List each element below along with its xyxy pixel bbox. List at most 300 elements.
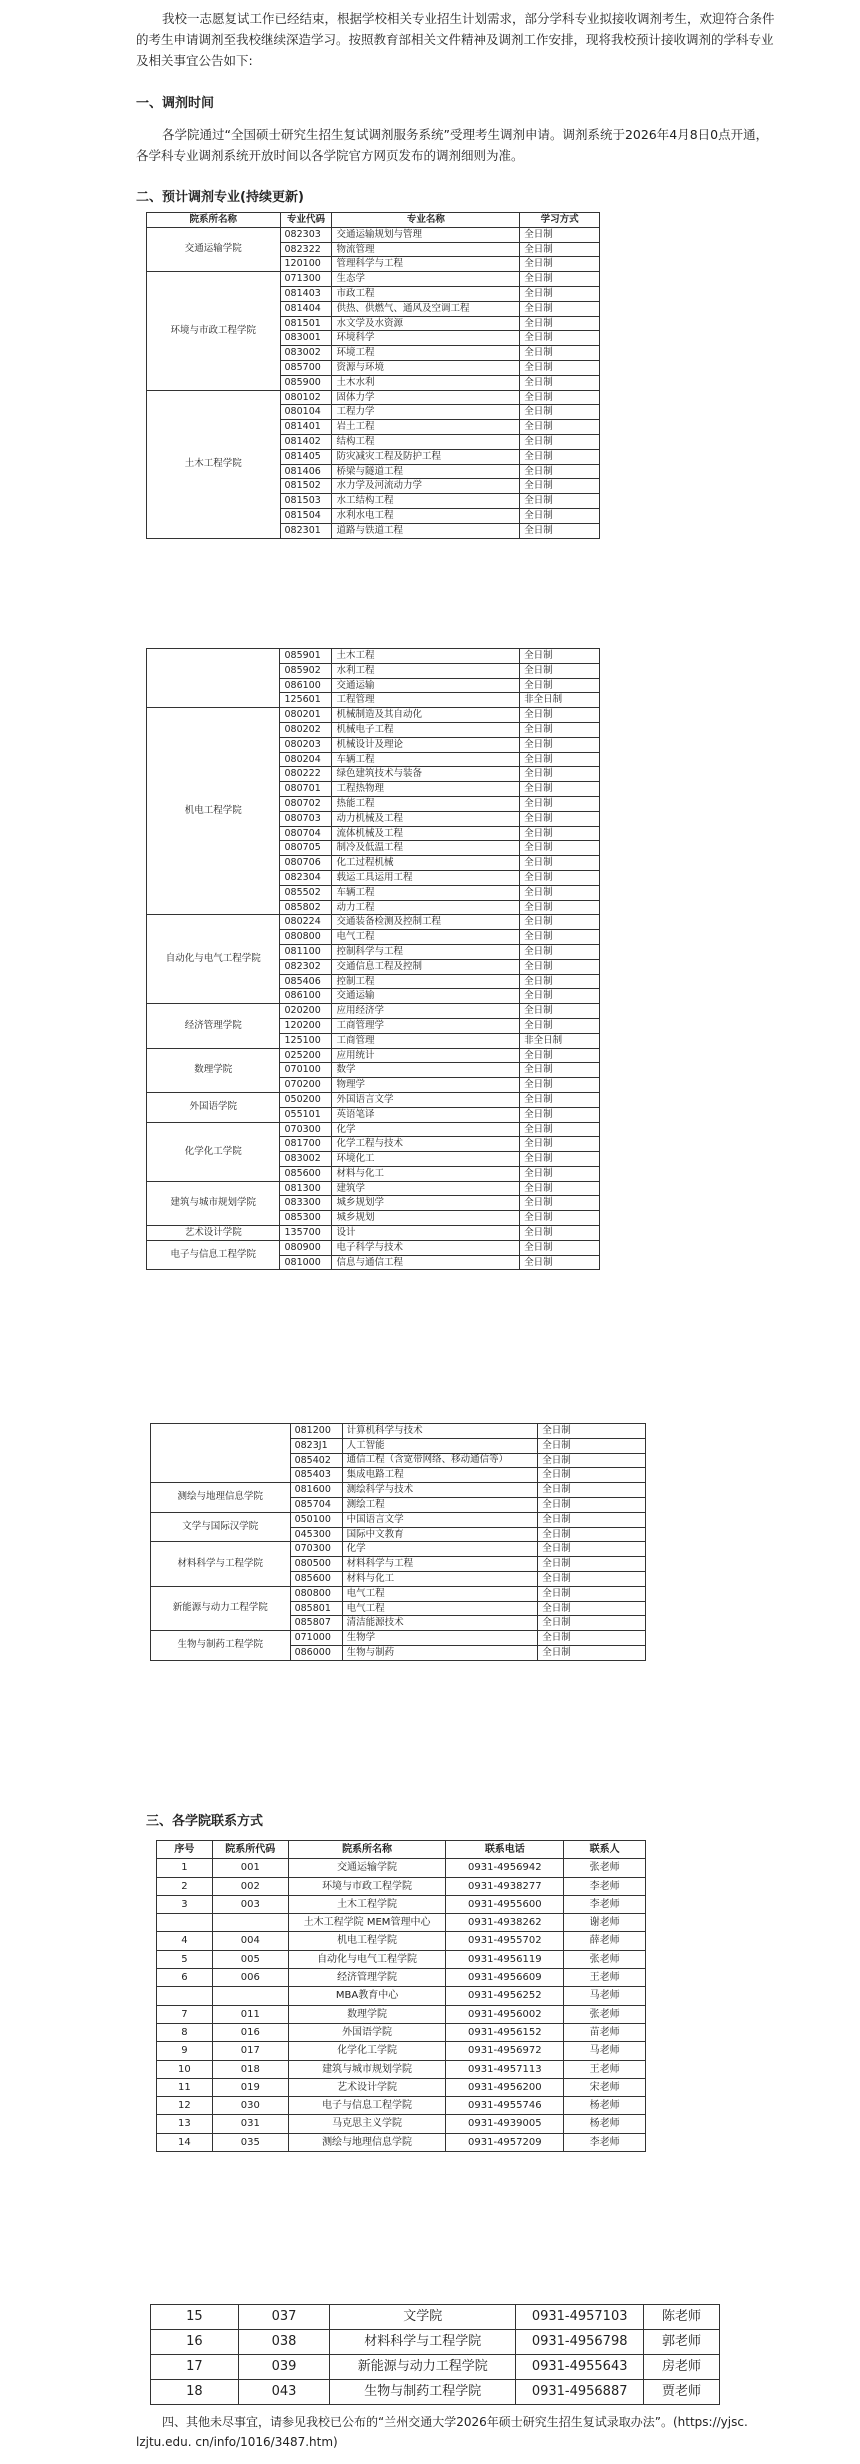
- study-mode-cell: 全日制: [520, 227, 600, 242]
- major-name-cell: 环境科学: [332, 331, 520, 346]
- major-code-cell: 080202: [280, 722, 332, 737]
- dept-name-cell: 文学院: [330, 2305, 516, 2330]
- major-name-cell: 交通运输: [332, 989, 520, 1004]
- dept-code-cell: 003: [212, 1895, 288, 1913]
- major-code-cell: 083002: [280, 346, 332, 361]
- contact-person-cell: 房老师: [644, 2355, 720, 2380]
- study-mode-cell: 全日制: [520, 1122, 600, 1137]
- dept-name-cell: 新能源与动力工程学院: [151, 1586, 291, 1630]
- major-name-cell: 交通信息工程及控制: [332, 959, 520, 974]
- dept-name-cell: 土木工程学院: [147, 390, 281, 538]
- seq-cell: 14: [157, 2133, 213, 2151]
- major-name-cell: 动力工程: [332, 900, 520, 915]
- study-mode-cell: 全日制: [520, 1226, 600, 1241]
- major-code-cell: 081404: [280, 301, 332, 316]
- dept-name-cell: 材料科学与工程学院: [330, 2330, 516, 2355]
- study-mode-cell: 全日制: [520, 1137, 600, 1152]
- dept-name-cell: 数理学院: [288, 2005, 446, 2023]
- major-code-cell: 081504: [280, 508, 332, 523]
- study-mode-cell: 全日制: [520, 900, 600, 915]
- study-mode-cell: 全日制: [520, 856, 600, 871]
- study-mode-cell: 全日制: [520, 841, 600, 856]
- study-mode-cell: 全日制: [520, 316, 600, 331]
- major-name-cell: 水利工程: [332, 663, 520, 678]
- table-row: [147, 272, 600, 287]
- study-mode-cell: 全日制: [520, 434, 600, 449]
- major-code-cell: 085802: [280, 900, 332, 915]
- study-mode-cell: 全日制: [520, 663, 600, 678]
- major-name-cell: 工程管理: [332, 693, 520, 708]
- contact-person-cell: 李老师: [564, 1877, 646, 1895]
- major-name-cell: 管理科学与工程: [332, 257, 520, 272]
- major-name-cell: 控制工程: [332, 974, 520, 989]
- major-name-cell: 材料科学与工程: [342, 1557, 538, 1572]
- phone-cell: 0931-4956609: [446, 1969, 564, 1987]
- major-name-cell: 化工过程机械: [332, 856, 520, 871]
- major-name-cell: 生物与制药: [342, 1645, 538, 1660]
- dept-name-cell: 外国语学院: [147, 1092, 280, 1122]
- table-row: [157, 2097, 646, 2115]
- study-mode-cell: 全日制: [520, 390, 600, 405]
- table-row: [151, 1631, 646, 1646]
- dept-code-cell: 017: [212, 2042, 288, 2060]
- major-name-cell: 国际中文教育: [342, 1527, 538, 1542]
- major-name-cell: 土木工程: [332, 649, 520, 664]
- dept-name-cell: 土木工程学院 MEM管理中心: [288, 1914, 446, 1932]
- dept-name-cell: MBA教育中心: [288, 1987, 446, 2005]
- study-mode-cell: 全日制: [520, 464, 600, 479]
- seq-cell: 10: [157, 2060, 213, 2078]
- seq-cell: 7: [157, 2005, 213, 2023]
- study-mode-cell: 全日制: [520, 286, 600, 301]
- major-code-cell: 081700: [280, 1137, 332, 1152]
- dept-code-cell: 006: [212, 1969, 288, 1987]
- dept-name-cell: 土木工程学院: [288, 1895, 446, 1913]
- dept-name-cell: 建筑与城市规划学院: [288, 2060, 446, 2078]
- study-mode-cell: 全日制: [520, 257, 600, 272]
- major-code-cell: 081501: [280, 316, 332, 331]
- study-mode-cell: 全日制: [538, 1542, 646, 1557]
- dept-name-cell: [147, 649, 280, 708]
- contact-header-cell: 联系人: [564, 1841, 646, 1859]
- dept-code-cell: [212, 1987, 288, 2005]
- major-name-cell: 测绘科学与技术: [342, 1483, 538, 1498]
- study-mode-cell: 全日制: [520, 722, 600, 737]
- major-name-cell: 工程力学: [332, 405, 520, 420]
- dept-name-cell: 艺术设计学院: [288, 2078, 446, 2096]
- study-mode-cell: 全日制: [520, 375, 600, 390]
- major-name-cell: 土木水利: [332, 375, 520, 390]
- study-mode-cell: 全日制: [538, 1527, 646, 1542]
- phone-cell: 0931-4957103: [516, 2305, 644, 2330]
- major-code-cell: 120100: [280, 257, 332, 272]
- table-row: [157, 1987, 646, 2005]
- table-row: [157, 2042, 646, 2060]
- major-code-cell: 082322: [280, 242, 332, 257]
- dept-name-cell: 自动化与电气工程学院: [288, 1950, 446, 1968]
- major-code-cell: 071300: [280, 272, 332, 287]
- major-code-cell: 083001: [280, 331, 332, 346]
- dept-name-cell: 环境与市政工程学院: [147, 272, 281, 390]
- table-row: [147, 708, 600, 723]
- major-code-cell: 085402: [290, 1453, 342, 1468]
- major-name-cell: 结构工程: [332, 434, 520, 449]
- major-name-cell: 固体力学: [332, 390, 520, 405]
- table-row: [157, 1969, 646, 1987]
- major-name-cell: 物理学: [332, 1078, 520, 1093]
- study-mode-cell: 全日制: [520, 1078, 600, 1093]
- seq-cell: 2: [157, 1877, 213, 1895]
- study-mode-cell: 全日制: [538, 1557, 646, 1572]
- dept-name-cell: 马克思主义学院: [288, 2115, 446, 2133]
- table-row: [147, 1122, 600, 1137]
- dept-name-cell: 测绘与地理信息学院: [151, 1483, 291, 1513]
- major-code-cell: 070200: [280, 1078, 332, 1093]
- contact-person-cell: 谢老师: [564, 1914, 646, 1932]
- table-row: [147, 649, 600, 664]
- major-code-cell: 020200: [280, 1004, 332, 1019]
- dept-code-cell: 037: [238, 2305, 330, 2330]
- contact-person-cell: 王老师: [564, 2060, 646, 2078]
- table-row: [157, 2023, 646, 2041]
- dept-name-cell: 化学化工学院: [147, 1122, 280, 1181]
- study-mode-cell: 全日制: [520, 1240, 600, 1255]
- major-name-cell: 水工结构工程: [332, 494, 520, 509]
- study-mode-cell: 全日制: [520, 494, 600, 509]
- table-row: [151, 2355, 720, 2380]
- study-mode-cell: 全日制: [538, 1645, 646, 1660]
- header-dept: 院系所名称: [147, 213, 281, 228]
- major-code-cell: 081405: [280, 449, 332, 464]
- major-name-cell: 制冷及低温工程: [332, 841, 520, 856]
- table-row: [157, 2060, 646, 2078]
- major-code-cell: 125100: [280, 1033, 332, 1048]
- major-code-cell: 081503: [280, 494, 332, 509]
- contact-header-cell: 联系电话: [446, 1841, 564, 1859]
- table-row: [151, 1483, 646, 1498]
- phone-cell: 0931-4956972: [446, 2042, 564, 2060]
- major-code-cell: 085406: [280, 974, 332, 989]
- study-mode-cell: 全日制: [520, 449, 600, 464]
- major-name-cell: 流体机械及工程: [332, 826, 520, 841]
- study-mode-cell: 全日制: [538, 1468, 646, 1483]
- major-name-cell: 应用经济学: [332, 1004, 520, 1019]
- study-mode-cell: 全日制: [538, 1571, 646, 1586]
- contact-person-cell: 张老师: [564, 1950, 646, 1968]
- major-code-cell: 085801: [290, 1601, 342, 1616]
- dept-name-cell: 建筑与城市规划学院: [147, 1181, 280, 1225]
- contact-person-cell: 李老师: [564, 2133, 646, 2151]
- major-name-cell: 桥梁与隧道工程: [332, 464, 520, 479]
- major-name-cell: 生态学: [332, 272, 520, 287]
- table-row: [147, 1048, 600, 1063]
- phone-cell: 0931-4956942: [446, 1859, 564, 1877]
- phone-cell: 0931-4957113: [446, 2060, 564, 2078]
- major-code-cell: 070300: [280, 1122, 332, 1137]
- major-name-cell: 水文学及水资源: [332, 316, 520, 331]
- seq-cell: 17: [151, 2355, 239, 2380]
- study-mode-cell: 全日制: [520, 752, 600, 767]
- contact-person-cell: 李老师: [564, 1895, 646, 1913]
- major-name-cell: 建筑学: [332, 1181, 520, 1196]
- major-code-cell: 070100: [280, 1063, 332, 1078]
- major-code-cell: 085600: [280, 1166, 332, 1181]
- major-name-cell: 绿色建筑技术与装备: [332, 767, 520, 782]
- study-mode-cell: 全日制: [538, 1616, 646, 1631]
- study-mode-cell: 全日制: [520, 1018, 600, 1033]
- section-body-time: 各学院通过“全国硕士研究生招生复试调剂服务系统”受理考生调剂申请。调剂系统于2026年4月8日0点开通，各学科专业调剂系统开放时间以各学院官方网页发布的调剂细则为准。: [136, 127, 769, 163]
- major-name-cell: 机械电子工程: [332, 722, 520, 737]
- major-code-cell: 085300: [280, 1211, 332, 1226]
- major-code-cell: 080900: [280, 1240, 332, 1255]
- phone-cell: 0931-4938262: [446, 1914, 564, 1932]
- contact-person-cell: 杨老师: [564, 2097, 646, 2115]
- major-code-cell: 081401: [280, 420, 332, 435]
- major-name-cell: 工程热物理: [332, 782, 520, 797]
- major-code-cell: 081406: [280, 464, 332, 479]
- study-mode-cell: 全日制: [520, 767, 600, 782]
- major-code-cell: 085807: [290, 1616, 342, 1631]
- dept-name-cell: 机电工程学院: [288, 1932, 446, 1950]
- contacts-table-2: [150, 2304, 720, 2405]
- major-code-cell: 086100: [280, 678, 332, 693]
- study-mode-cell: 全日制: [520, 242, 600, 257]
- seq-cell: 8: [157, 2023, 213, 2041]
- study-mode-cell: 全日制: [520, 649, 600, 664]
- phone-cell: 0931-4955643: [516, 2355, 644, 2380]
- major-code-cell: 083300: [280, 1196, 332, 1211]
- table-row: [147, 1181, 600, 1196]
- dept-code-cell: 004: [212, 1932, 288, 1950]
- major-code-cell: 080201: [280, 708, 332, 723]
- header-mode: 学习方式: [520, 213, 600, 228]
- major-name-cell: 中国语言文学: [342, 1512, 538, 1527]
- major-name-cell: 市政工程: [332, 286, 520, 301]
- major-name-cell: 生物学: [342, 1631, 538, 1646]
- dept-code-cell: 011: [212, 2005, 288, 2023]
- study-mode-cell: 全日制: [538, 1586, 646, 1601]
- dept-code-cell: 001: [212, 1859, 288, 1877]
- major-code-cell: 080704: [280, 826, 332, 841]
- dept-name-cell: 生物与制药工程学院: [151, 1631, 291, 1661]
- phone-cell: 0931-4955600: [446, 1895, 564, 1913]
- study-mode-cell: 全日制: [520, 678, 600, 693]
- study-mode-cell: 全日制: [520, 796, 600, 811]
- seq-cell: 15: [151, 2305, 239, 2330]
- dept-code-cell: 030: [212, 2097, 288, 2115]
- major-name-cell: 人工智能: [342, 1438, 538, 1453]
- table-row: [147, 227, 600, 242]
- majors-table-2: [146, 648, 600, 1270]
- major-name-cell: 计算机科学与技术: [342, 1424, 538, 1439]
- study-mode-cell: 全日制: [520, 944, 600, 959]
- study-mode-cell: 全日制: [538, 1497, 646, 1512]
- study-mode-cell: 全日制: [520, 331, 600, 346]
- section-title-time: 一、调剂时间: [136, 96, 215, 111]
- study-mode-cell: 全日制: [538, 1631, 646, 1646]
- dept-code-cell: [212, 1914, 288, 1932]
- major-name-cell: 道路与铁道工程: [332, 523, 520, 538]
- major-name-cell: 信息与通信工程: [332, 1255, 520, 1270]
- major-name-cell: 电子科学与技术: [332, 1240, 520, 1255]
- study-mode-cell: 全日制: [520, 523, 600, 538]
- major-code-cell: 082301: [280, 523, 332, 538]
- major-name-cell: 控制科学与工程: [332, 944, 520, 959]
- major-name-cell: 城乡规划: [332, 1211, 520, 1226]
- dept-name-cell: 经济管理学院: [147, 1004, 280, 1048]
- seq-cell: 9: [157, 2042, 213, 2060]
- major-name-cell: 清洁能源技术: [342, 1616, 538, 1631]
- major-name-cell: 机械制造及其自动化: [332, 708, 520, 723]
- study-mode-cell: 全日制: [520, 1166, 600, 1181]
- study-mode-cell: 全日制: [520, 1004, 600, 1019]
- major-name-cell: 岩土工程: [332, 420, 520, 435]
- phone-cell: 0931-4957209: [446, 2133, 564, 2151]
- phone-cell: 0931-4956887: [516, 2380, 644, 2405]
- study-mode-cell: 全日制: [520, 301, 600, 316]
- major-name-cell: 材料与化工: [332, 1166, 520, 1181]
- major-code-cell: 080702: [280, 796, 332, 811]
- major-code-cell: 080701: [280, 782, 332, 797]
- contact-header-cell: 序号: [157, 1841, 213, 1859]
- section-title-contacts: 三、各学院联系方式: [146, 1814, 264, 1829]
- dept-name-cell: 艺术设计学院: [147, 1226, 280, 1241]
- phone-cell: 0931-4956119: [446, 1950, 564, 1968]
- table-row: [147, 1092, 600, 1107]
- major-code-cell: 050200: [280, 1092, 332, 1107]
- study-mode-cell: 全日制: [538, 1483, 646, 1498]
- major-name-cell: 设计: [332, 1226, 520, 1241]
- study-mode-cell: 全日制: [520, 1196, 600, 1211]
- dept-name-cell: [151, 1424, 291, 1483]
- dept-name-cell: 交通运输学院: [147, 227, 281, 271]
- intro-paragraph: 我校一志愿复试工作已经结束，根据学校相关专业招生计划需求，部分学科专业拟接收调剂考生，欢迎符合条件的考生申请调剂至我校继续深造学习。按照教育部相关文件精神及调剂工作安排，现将我校预计接收调剂的学科专业及相关事宜公告如下:: [136, 11, 775, 68]
- study-mode-cell: 全日制: [520, 870, 600, 885]
- study-mode-cell: 非全日制: [520, 1033, 600, 1048]
- section-title-majors: 二、预计调剂专业(持续更新): [136, 190, 304, 205]
- dept-name-cell: 交通运输学院: [288, 1859, 446, 1877]
- contact-person-cell: 宋老师: [564, 2078, 646, 2096]
- major-code-cell: 085901: [280, 649, 332, 664]
- dept-code-cell: 031: [212, 2115, 288, 2133]
- dept-name-cell: 测绘与地理信息学院: [288, 2133, 446, 2151]
- major-code-cell: 080800: [290, 1586, 342, 1601]
- study-mode-cell: 全日制: [520, 405, 600, 420]
- dept-code-cell: 002: [212, 1877, 288, 1895]
- major-name-cell: 化学工程与技术: [332, 1137, 520, 1152]
- seq-cell: 16: [151, 2330, 239, 2355]
- dept-code-cell: 019: [212, 2078, 288, 2096]
- major-code-cell: 082302: [280, 959, 332, 974]
- dept-name-cell: 数理学院: [147, 1048, 280, 1092]
- major-code-cell: 080104: [280, 405, 332, 420]
- major-code-cell: 085704: [290, 1497, 342, 1512]
- seq-cell: 18: [151, 2380, 239, 2405]
- contact-person-cell: 贾老师: [644, 2380, 720, 2405]
- majors-table-3: [150, 1423, 646, 1661]
- major-name-cell: 电气工程: [342, 1586, 538, 1601]
- major-name-cell: 应用统计: [332, 1048, 520, 1063]
- table-row: [147, 390, 600, 405]
- major-name-cell: 交通运输: [332, 678, 520, 693]
- major-code-cell: 080204: [280, 752, 332, 767]
- study-mode-cell: 全日制: [520, 1107, 600, 1122]
- table-row: [151, 1586, 646, 1601]
- major-code-cell: 085403: [290, 1468, 342, 1483]
- dept-code-cell: 039: [238, 2355, 330, 2380]
- seq-cell: 5: [157, 1950, 213, 1968]
- phone-cell: 0931-4956798: [516, 2330, 644, 2355]
- table-row: [157, 1895, 646, 1913]
- major-code-cell: 081100: [280, 944, 332, 959]
- table-row: [157, 2133, 646, 2151]
- study-mode-cell: 全日制: [520, 1048, 600, 1063]
- major-code-cell: 080224: [280, 915, 332, 930]
- dept-name-cell: 材料科学与工程学院: [151, 1542, 291, 1586]
- phone-cell: 0931-4956252: [446, 1987, 564, 2005]
- dept-code-cell: 038: [238, 2330, 330, 2355]
- dept-name-cell: 化学化工学院: [288, 2042, 446, 2060]
- header-code: 专业代码: [280, 213, 332, 228]
- dept-name-cell: 自动化与电气工程学院: [147, 915, 280, 1004]
- study-mode-cell: 全日制: [520, 272, 600, 287]
- seq-cell: 12: [157, 2097, 213, 2115]
- study-mode-cell: 全日制: [520, 1211, 600, 1226]
- major-name-cell: 数学: [332, 1063, 520, 1078]
- major-name-cell: 车辆工程: [332, 885, 520, 900]
- major-name-cell: 通信工程（含宽带网络、移动通信等）: [342, 1453, 538, 1468]
- header-name: 专业名称: [332, 213, 520, 228]
- dept-code-cell: 016: [212, 2023, 288, 2041]
- phone-cell: 0931-4938277: [446, 1877, 564, 1895]
- major-code-cell: 080800: [280, 930, 332, 945]
- major-name-cell: 防灾减灾工程及防护工程: [332, 449, 520, 464]
- dept-name-cell: 机电工程学院: [147, 708, 280, 915]
- study-mode-cell: 全日制: [520, 782, 600, 797]
- major-name-cell: 机械设计及理论: [332, 737, 520, 752]
- major-code-cell: 086000: [290, 1645, 342, 1660]
- major-code-cell: 0823J1: [290, 1438, 342, 1453]
- study-mode-cell: 全日制: [538, 1424, 646, 1439]
- major-code-cell: 080703: [280, 811, 332, 826]
- major-name-cell: 供热、供燃气、通风及空调工程: [332, 301, 520, 316]
- major-code-cell: 085900: [280, 375, 332, 390]
- phone-cell: 0931-4939005: [446, 2115, 564, 2133]
- dept-name-cell: 经济管理学院: [288, 1969, 446, 1987]
- major-code-cell: 050100: [290, 1512, 342, 1527]
- contact-person-cell: 郭老师: [644, 2330, 720, 2355]
- contact-person-cell: 马老师: [564, 1987, 646, 2005]
- study-mode-cell: 全日制: [520, 959, 600, 974]
- major-code-cell: 085902: [280, 663, 332, 678]
- major-name-cell: 电气工程: [332, 930, 520, 945]
- major-name-cell: 城乡规划学: [332, 1196, 520, 1211]
- major-name-cell: 化学: [332, 1122, 520, 1137]
- phone-cell: 0931-4956002: [446, 2005, 564, 2023]
- major-name-cell: 电气工程: [342, 1601, 538, 1616]
- major-code-cell: 081300: [280, 1181, 332, 1196]
- major-name-cell: 交通运输规划与管理: [332, 227, 520, 242]
- study-mode-cell: 全日制: [520, 508, 600, 523]
- major-name-cell: 资源与环境: [332, 360, 520, 375]
- study-mode-cell: 全日制: [520, 420, 600, 435]
- major-name-cell: 动力机械及工程: [332, 811, 520, 826]
- dept-name-cell: 电子与信息工程学院: [288, 2097, 446, 2115]
- major-code-cell: 081403: [280, 286, 332, 301]
- study-mode-cell: 非全日制: [520, 693, 600, 708]
- table-row: [147, 915, 600, 930]
- major-name-cell: 化学: [342, 1542, 538, 1557]
